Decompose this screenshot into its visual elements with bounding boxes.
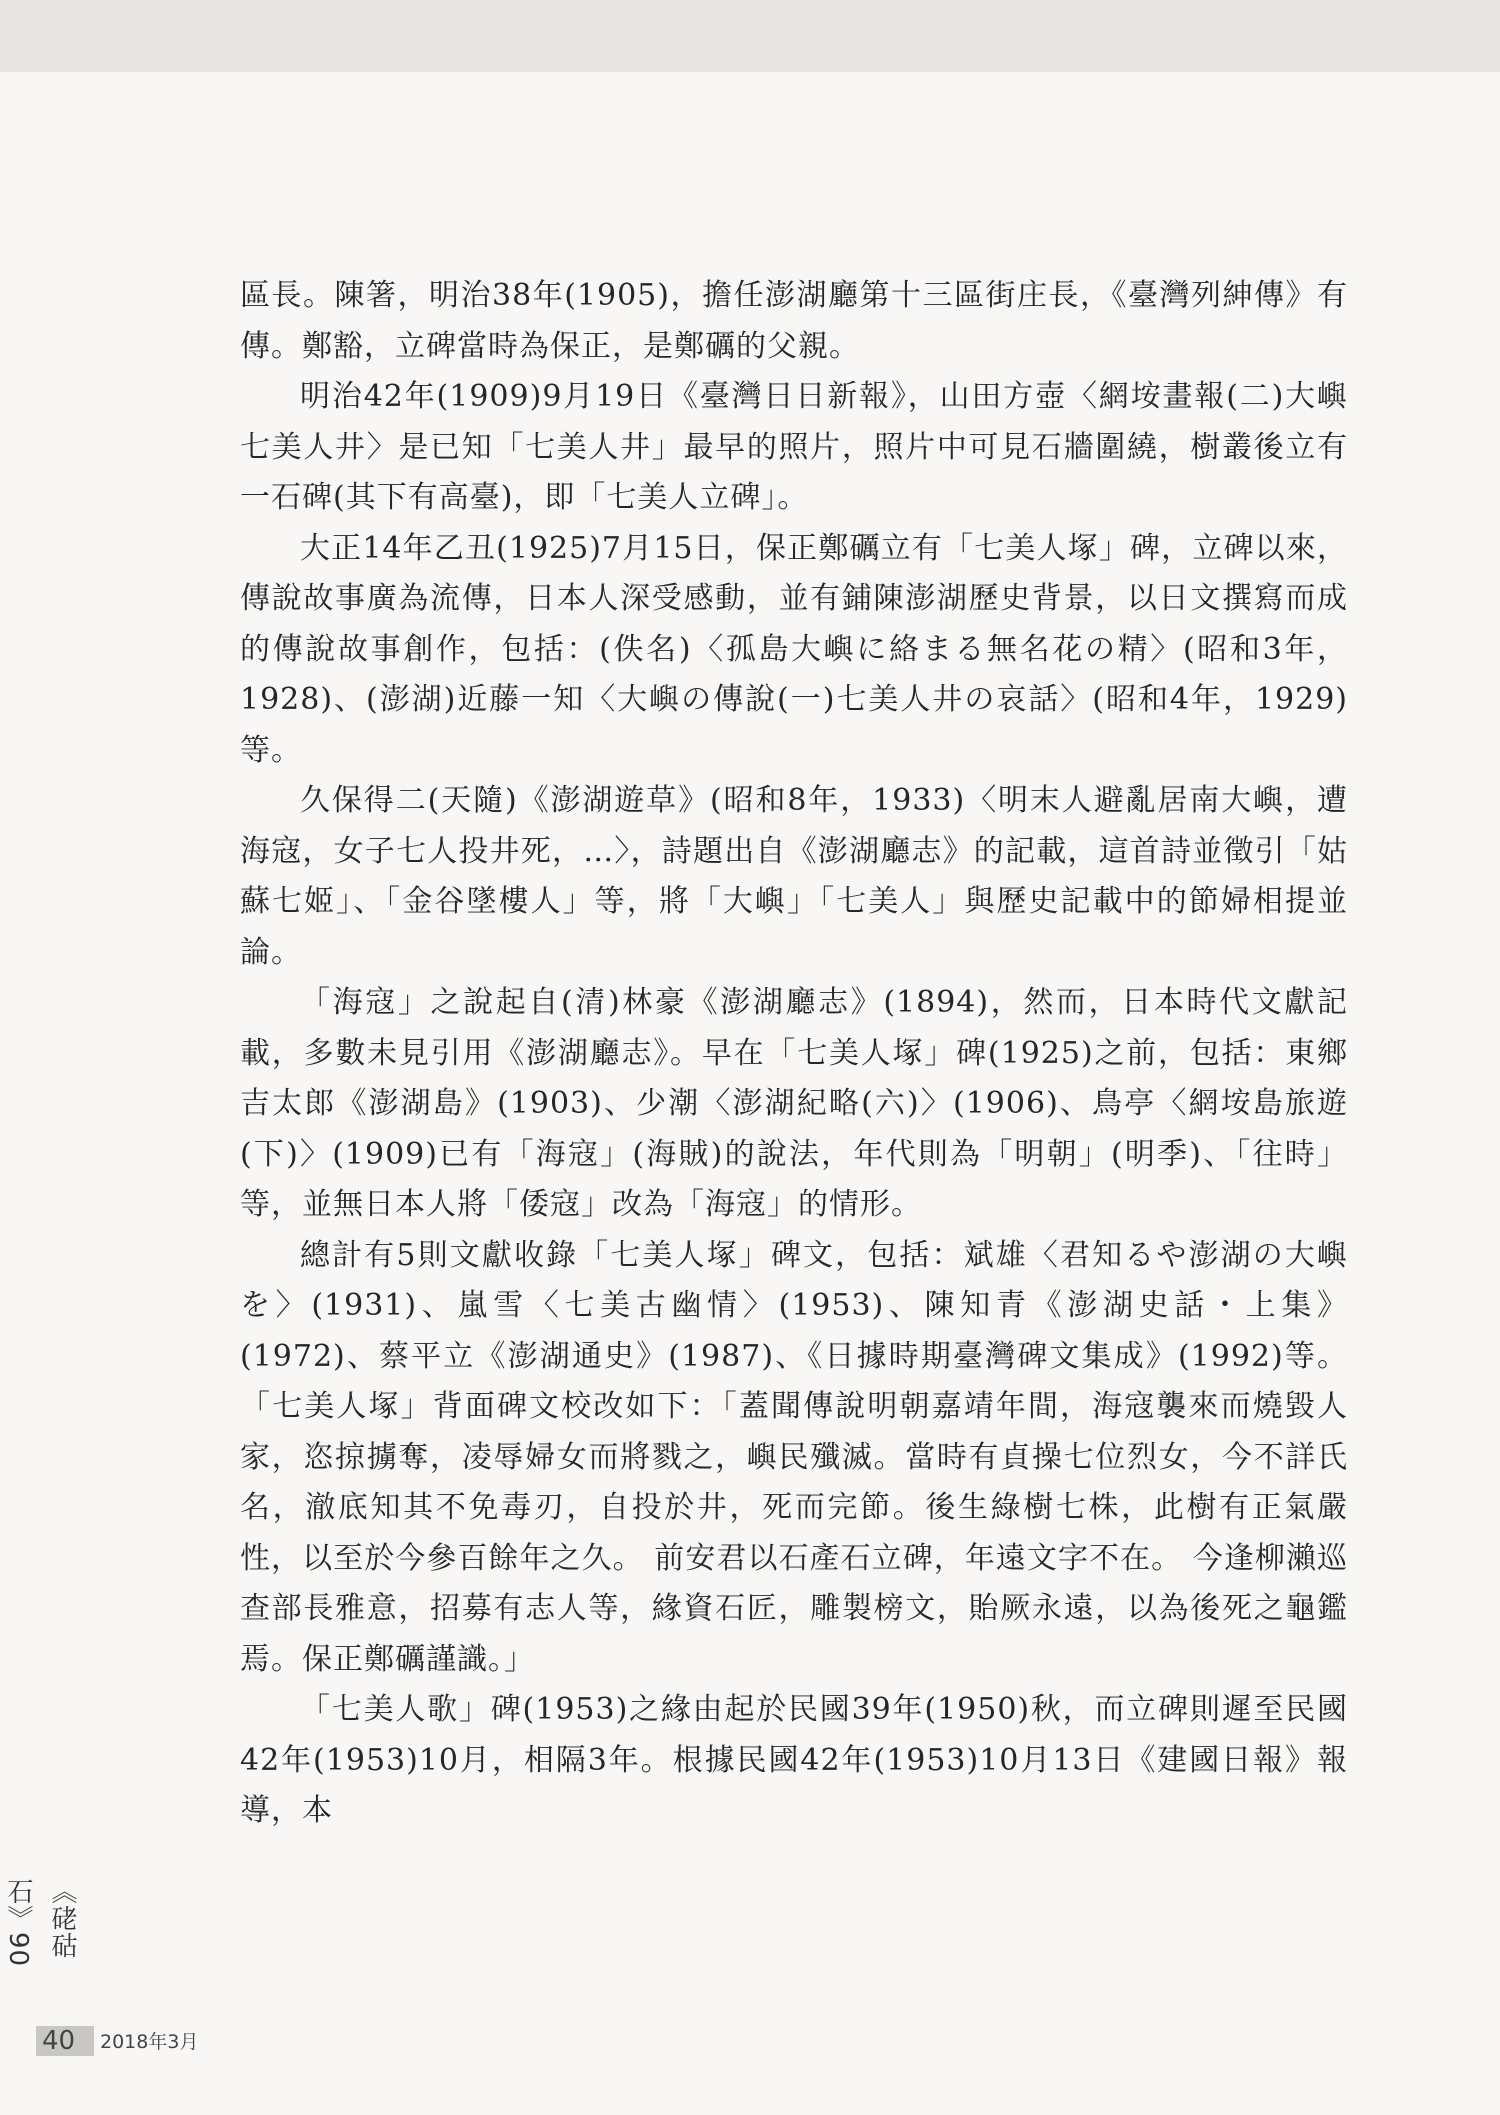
paragraph-6: 總計有5則文獻收錄「七美人塚」碑文，包括：斌雄〈君知るや澎湖の大嶼を〉(1931)、嵐雪〈七美古幽情〉(1953)、陳知青《澎湖史話・上集》(1972)、蔡平立《澎湖通史》(1987)、《日據時期臺灣碑文集成》(1992)等。「七美人塚」背面碑文校改如下：「蓋聞傳說明朝嘉靖年間，海寇襲來而燒毀人家，恣掠擄奪，凌辱婦女而將戮之，嶼民殲滅。當時有貞操七位烈女，今不詳氏名，澈底知其不免毒刃，自投於井，死而完節。後生綠樹七株，此樹有正氣嚴性，以至於今參百餘年之久。 前安君以石產石立碑，年遠文字不在。 今逢柳瀨巡查部長雅意，招募有志人等，緣資石匠，雕製榜文，貽厥永遠，以為後死之龜鑑焉。保正鄭礪謹識。」 [240, 1237, 1348, 1677]
paragraph-3: 大正14年乙丑(1925)7月15日，保正鄭礪立有「七美人塚」碑，立碑以來，傳說故事廣為流傳，日本人深受感動，並有鋪陳澎湖歷史背景，以日文撰寫而成的傳說故事創作，包括：(佚名)〈孤島大嶼に絡まる無名花の精〉(昭和3年，1928)、(澎湖)近藤一知〈大嶼の傳說(一)七美人井の哀話〉(昭和4年，1929)等。 [240, 530, 1348, 768]
paragraph-1: 區長。陳箸，明治38年(1905)，擔任澎湖廳第十三區街庄長，《臺灣列紳傳》有傳。鄭豁，立碑當時為保正，是鄭礪的父親。 [240, 278, 1348, 364]
paragraph-7: 「七美人歌」碑(1953)之緣由起於民國39年(1950)秋，而立碑則遲至民國42年(1953)10月，相隔3年。根據民國42年(1953)10月13日《建國日報》報導，本 [240, 1692, 1348, 1828]
article-body [240, 271, 1348, 1837]
page-number: 40 [42, 2026, 76, 2056]
paragraph-2: 明治42年(1909)9月19日《臺灣日日新報》，山田方壺〈網垵畫報(二)大嶼七美人井〉是已知「七美人井」最早的照片，照片中可見石牆圍繞，樹叢後立有一石碑(其下有高臺)，即「七美人立碑」。 [240, 379, 1348, 515]
paragraph-5: 「海寇」之說起自(清)林豪《澎湖廳志》(1894)，然而，日本時代文獻記載，多數未見引用《澎湖廳志》。早在「七美人塚」碑(1925)之前，包括：東鄉吉太郎《澎湖島》(1903)、少潮〈澎湖紀略(六)〉(1906)、鳥亭〈網垵島旅遊(下)〉(1909)已有「海寇」(海賊)的說法，年代則為「明朝」(明季)、「往時」等，並無日本人將「倭寇」改為「海寇」的情形。 [240, 985, 1348, 1222]
issue-date: 2018年3月 [100, 2031, 199, 2053]
magazine-issue-label: 《硓𥑮石》90 [3, 1878, 77, 1968]
paragraph-4: 久保得二(天隨)《澎湖遊草》(昭和8年，1933)〈明末人避亂居南大嶼，遭海寇，女子七人投井死，…〉，詩題出自《澎湖廳志》的記載，這首詩並徵引「姑蘇七姬」、「金谷墜樓人」等，將「大嶼」「七美人」與歷史記載中的節婦相提並論。 [240, 783, 1348, 970]
scan-top-margin [0, 0, 1500, 72]
